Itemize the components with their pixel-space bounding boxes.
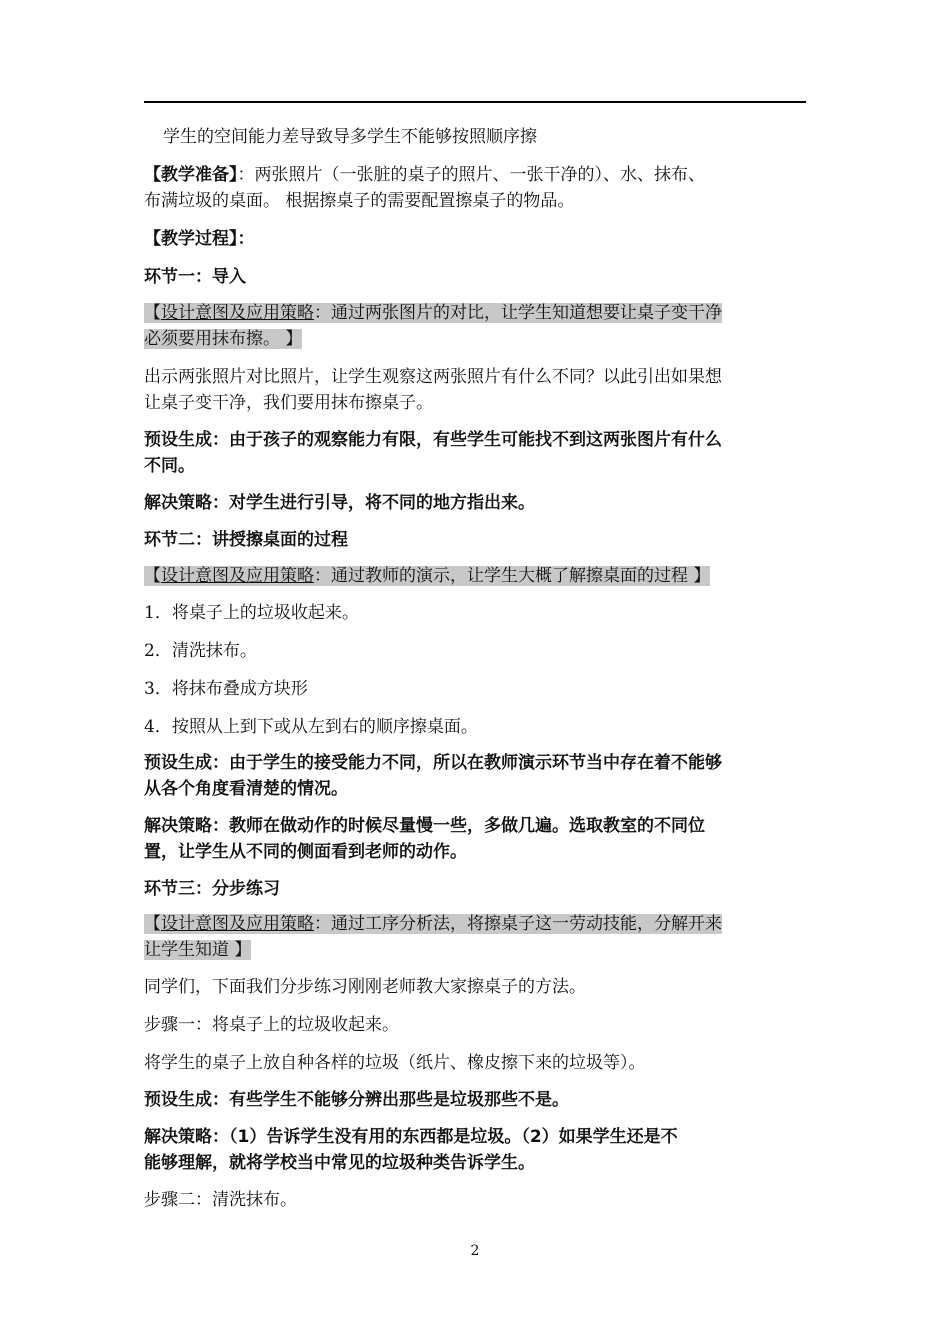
- prep-label: 【教学准备】: [144, 165, 238, 185]
- section2-intent-text: ：通过教师的演示，让学生大概了解擦桌面的过程 】: [314, 566, 711, 586]
- section1-intent-label: 设计意图及应用策略: [161, 303, 314, 323]
- header-rule: [144, 101, 806, 103]
- section2-preset-1: 预设生成：由于学生的接受能力不同，所以在教师演示环节当中存在着不能够: [144, 753, 722, 773]
- section3-strategy-2: 能够理解，就将学校当中常见的垃圾种类告诉学生。: [144, 1153, 535, 1173]
- section2-step: 4．按照从上到下或从左到右的顺序擦桌面。: [144, 717, 478, 737]
- section3-step2: 步骤二：清洗抹布。: [144, 1190, 297, 1210]
- section1-body-2: 让桌子变干净，我们要用抹布擦桌子。: [144, 393, 433, 413]
- section2-intent-label: 设计意图及应用策略: [161, 566, 314, 586]
- section2-preset-2: 从各个角度看清楚的情况。: [144, 779, 348, 799]
- section1-intent-text-2: 必须要用抹布擦。 】: [144, 329, 303, 349]
- section1-intent-line2: [144, 326, 808, 352]
- section3-intent-text: ：通过工序分析法，将擦桌子这一劳动技能，分解开来: [314, 914, 722, 934]
- prep-colon: ：: [237, 165, 255, 185]
- section3-intent-bracket: 【: [144, 914, 161, 934]
- section1-body-1: 出示两张照片对比照片，让学生观察这两张照片有什么不同？以此引出如果想: [144, 367, 722, 387]
- section1-preset-1: 预设生成：由于孩子的观察能力有限，有些学生可能找不到这两张图片有什么: [144, 430, 722, 450]
- section2-strategy-2: 置，让学生从不同的侧面看到老师的动作。: [144, 842, 467, 862]
- section2-step: 2．清洗抹布。: [144, 641, 257, 661]
- section3-intro: 同学们，下面我们分步练习刚刚老师教大家擦桌子的方法。: [144, 977, 586, 997]
- section2-intent: [144, 563, 808, 589]
- prep-text-2: 布满垃圾的桌面。 根据擦桌子的需要配置擦桌子的物品。: [144, 191, 575, 211]
- section2-title: 环节二：讲授擦桌面的过程: [144, 530, 348, 550]
- section1-title: 环节一：导入: [144, 267, 246, 287]
- prep-paragraph: [144, 162, 808, 188]
- process-title: 【教学过程】：: [144, 229, 255, 249]
- page-number: 2: [470, 1243, 480, 1259]
- section2-strategy-1: 解决策略：教师在做动作的时候尽量慢一些，多做几遍。选取教室的不同位: [144, 816, 705, 836]
- section3-intent-line1: [144, 911, 808, 937]
- section2-intent-bracket: 【: [144, 566, 161, 586]
- section2-step: 3．将抹布叠成方块形: [144, 679, 308, 699]
- section3-title: 环节三：分步练习: [144, 879, 280, 899]
- section3-step1: 步骤一：将桌子上的垃圾收起来。: [144, 1015, 399, 1035]
- section3-intent-text-2: 让学生知道 】: [144, 940, 252, 960]
- section3-strategy-1: 解决策略：（1）告诉学生没有用的东西都是垃圾。（2）如果学生还是不: [144, 1127, 678, 1147]
- section1-preset-2: 不同。: [144, 456, 195, 476]
- section3-intent-line2: [144, 937, 808, 963]
- section1-intent-bracket: 【: [144, 303, 161, 323]
- continued-line: 学生的空间能力差导致导多学生不能够按照顺序擦: [163, 127, 537, 147]
- prep-text-1: 两张照片（一张脏的桌子的照片、一张干净的）、水、抹布、: [254, 165, 705, 185]
- section1-intent-line1: [144, 300, 808, 326]
- section3-step1-body: 将学生的桌子上放自种各样的垃圾（纸片、橡皮擦下来的垃圾等）。: [144, 1053, 646, 1073]
- section1-strategy: 解决策略：对学生进行引导，将不同的地方指出来。: [144, 493, 535, 513]
- section2-step: 1．将桌子上的垃圾收起来。: [144, 603, 359, 623]
- section3-preset: 预设生成：有些学生不能够分辨出那些是垃圾那些不是。: [144, 1090, 569, 1110]
- section3-intent-label: 设计意图及应用策略: [161, 914, 314, 934]
- section1-intent-text: ：通过两张图片的对比，让学生知道想要让桌子变干净: [314, 303, 722, 323]
